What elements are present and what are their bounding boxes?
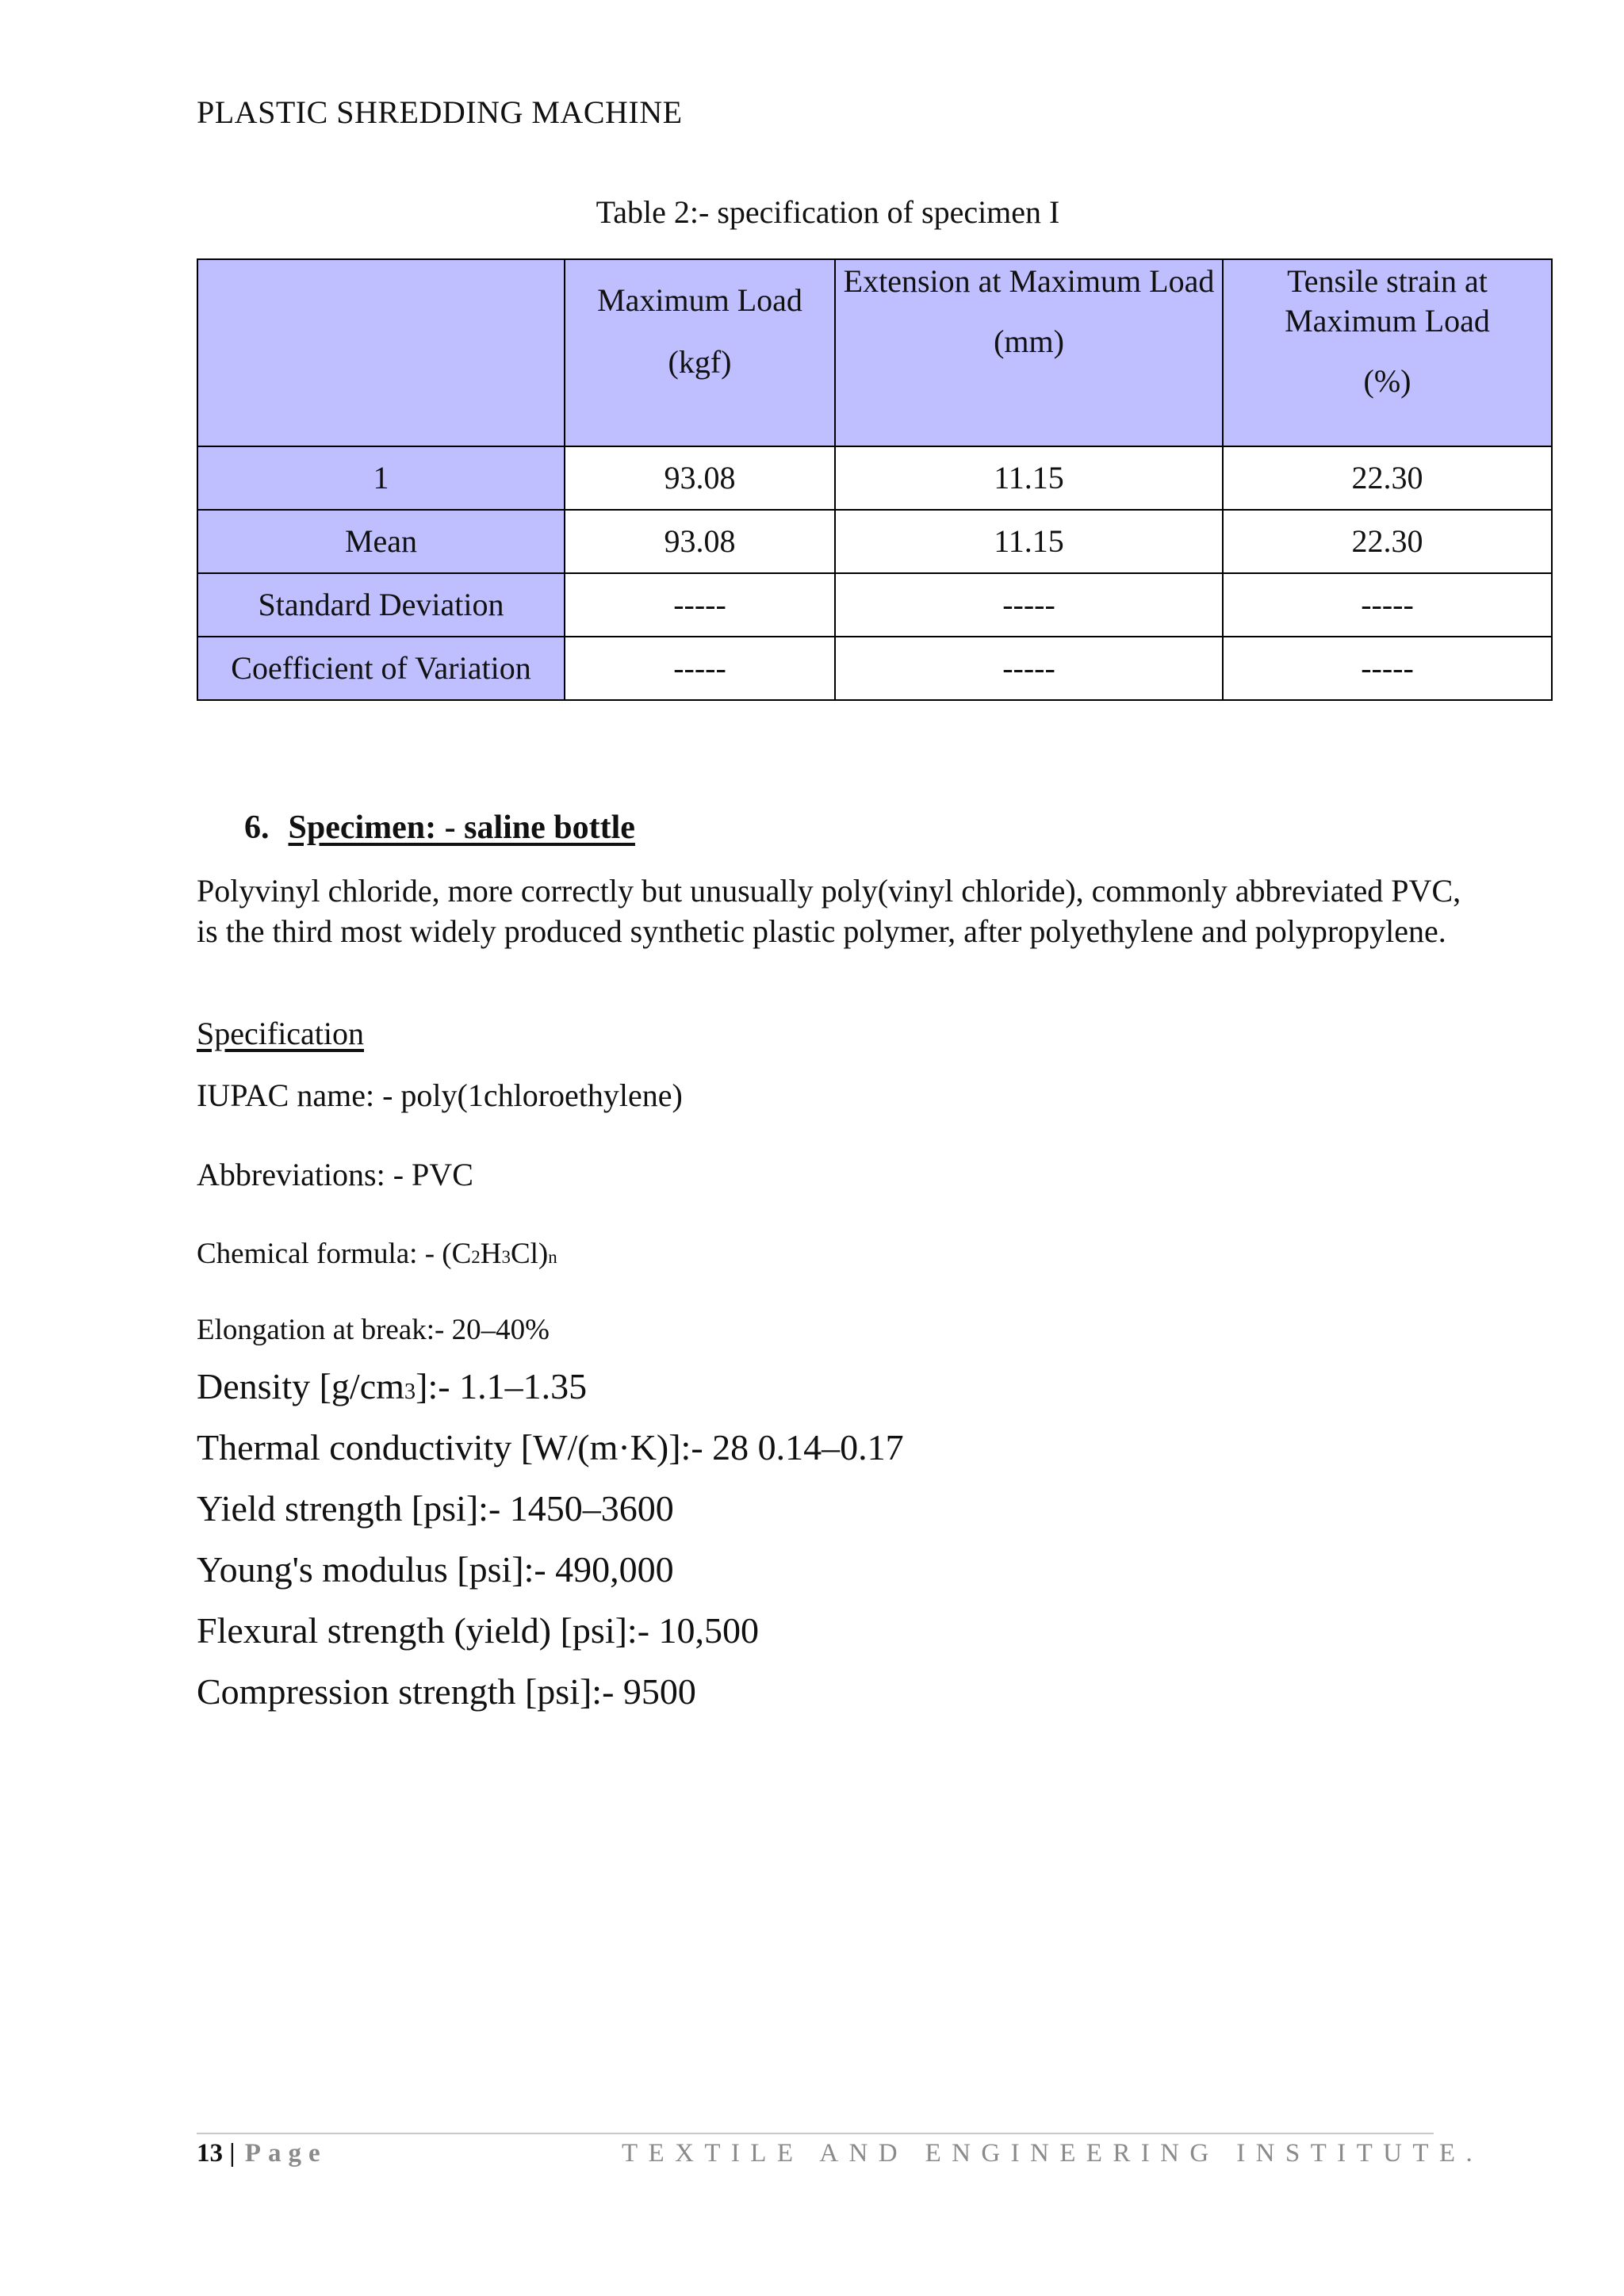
row-label: 1	[197, 446, 565, 510]
page-number: 13	[197, 2139, 223, 2168]
formula-prefix: Chemical formula: - (C	[197, 1238, 472, 1270]
table-cell: 11.15	[835, 510, 1223, 573]
table-cell: 22.30	[1223, 446, 1552, 510]
formula-sub-n: n	[548, 1247, 557, 1267]
table-cell: 22.30	[1223, 510, 1552, 573]
table-cell: -----	[1223, 573, 1552, 637]
header-cell-max-load	[565, 259, 835, 446]
header-cell-empty	[197, 259, 565, 446]
compression-strength: Compression strength [psi]:- 9500	[197, 1671, 696, 1712]
formula-sub-c: 2	[471, 1247, 481, 1267]
density-value: ]:- 1.1–1.35	[416, 1366, 588, 1406]
row-label: Standard Deviation	[197, 573, 565, 637]
formula-h: H	[480, 1238, 502, 1270]
page-separator: |	[229, 2139, 236, 2168]
density-exponent: 3	[404, 1380, 416, 1404]
formula-cl: Cl)	[510, 1238, 549, 1270]
table-cell: -----	[835, 637, 1223, 700]
header-cell-extension	[835, 259, 1223, 446]
chemical-formula	[197, 1237, 557, 1271]
page-word: Page	[244, 2139, 327, 2168]
section-number: 6.	[244, 809, 270, 846]
table-caption: Table 2:- specification of specimen I	[596, 194, 1060, 230]
youngs-modulus: Young's modulus [psi]:- 490,000	[197, 1549, 674, 1590]
row-label: Mean	[197, 510, 565, 573]
specimen-table	[197, 258, 1553, 701]
abbreviations: Abbreviations: - PVC	[197, 1157, 473, 1192]
table-cell: 11.15	[835, 446, 1223, 510]
elongation-at-break: Elongation at break:- 20–40%	[197, 1314, 550, 1346]
footer-divider	[197, 2133, 1434, 2134]
footer-institute: TEXTILE AND ENGINEERING INSTITUTE.	[622, 2139, 1484, 2168]
table-cell: -----	[565, 637, 835, 700]
pvc-description-paragraph: Polyvinyl chloride, more correctly but unusually poly(vinyl chloride), commonly abbreviated PVC, is the third most widely produced synthetic plastic polymer, after polyethylene and polypropylene.	[197, 873, 1461, 949]
header-unit: (mm)	[994, 323, 1064, 359]
row-label: Coefficient of Variation	[197, 637, 565, 700]
table-row	[197, 573, 1552, 637]
footer-page-number	[197, 2139, 327, 2168]
running-header: PLASTIC SHREDDING MACHINE	[197, 94, 683, 130]
section-heading	[244, 809, 635, 847]
yield-strength: Yield strength [psi]:- 1450–3600	[197, 1488, 674, 1529]
density	[197, 1365, 587, 1407]
flexural-strength: Flexural strength (yield) [psi]:- 10,500	[197, 1610, 760, 1651]
table-cell: -----	[565, 573, 835, 637]
section-title: Specimen: - saline bottle	[288, 809, 635, 846]
header-unit: (kgf)	[668, 344, 732, 380]
table-row	[197, 446, 1552, 510]
header-title: Maximum Load	[597, 282, 802, 318]
table-row	[197, 510, 1552, 573]
table-header-row	[197, 259, 1552, 446]
header-title: Tensile strain at Maximum Load	[1285, 263, 1490, 339]
table-cell: -----	[835, 573, 1223, 637]
density-prefix: Density [g/cm	[197, 1366, 404, 1406]
header-title: Extension at Maximum Load	[843, 263, 1215, 299]
table-cell: 93.08	[565, 510, 835, 573]
iupac-name: IUPAC name: - poly(1chloroethylene)	[197, 1077, 683, 1113]
thermal-conductivity: Thermal conductivity [W/(m·K)]:- 28 0.14–0.17	[197, 1427, 904, 1468]
header-unit: (%)	[1363, 363, 1411, 399]
formula-sub-h: 3	[501, 1247, 511, 1267]
header-cell-tensile-strain	[1223, 259, 1552, 446]
table-cell: 93.08	[565, 446, 835, 510]
table-cell: -----	[1223, 637, 1552, 700]
table-row	[197, 637, 1552, 700]
specification-heading: Specification	[197, 1016, 365, 1051]
